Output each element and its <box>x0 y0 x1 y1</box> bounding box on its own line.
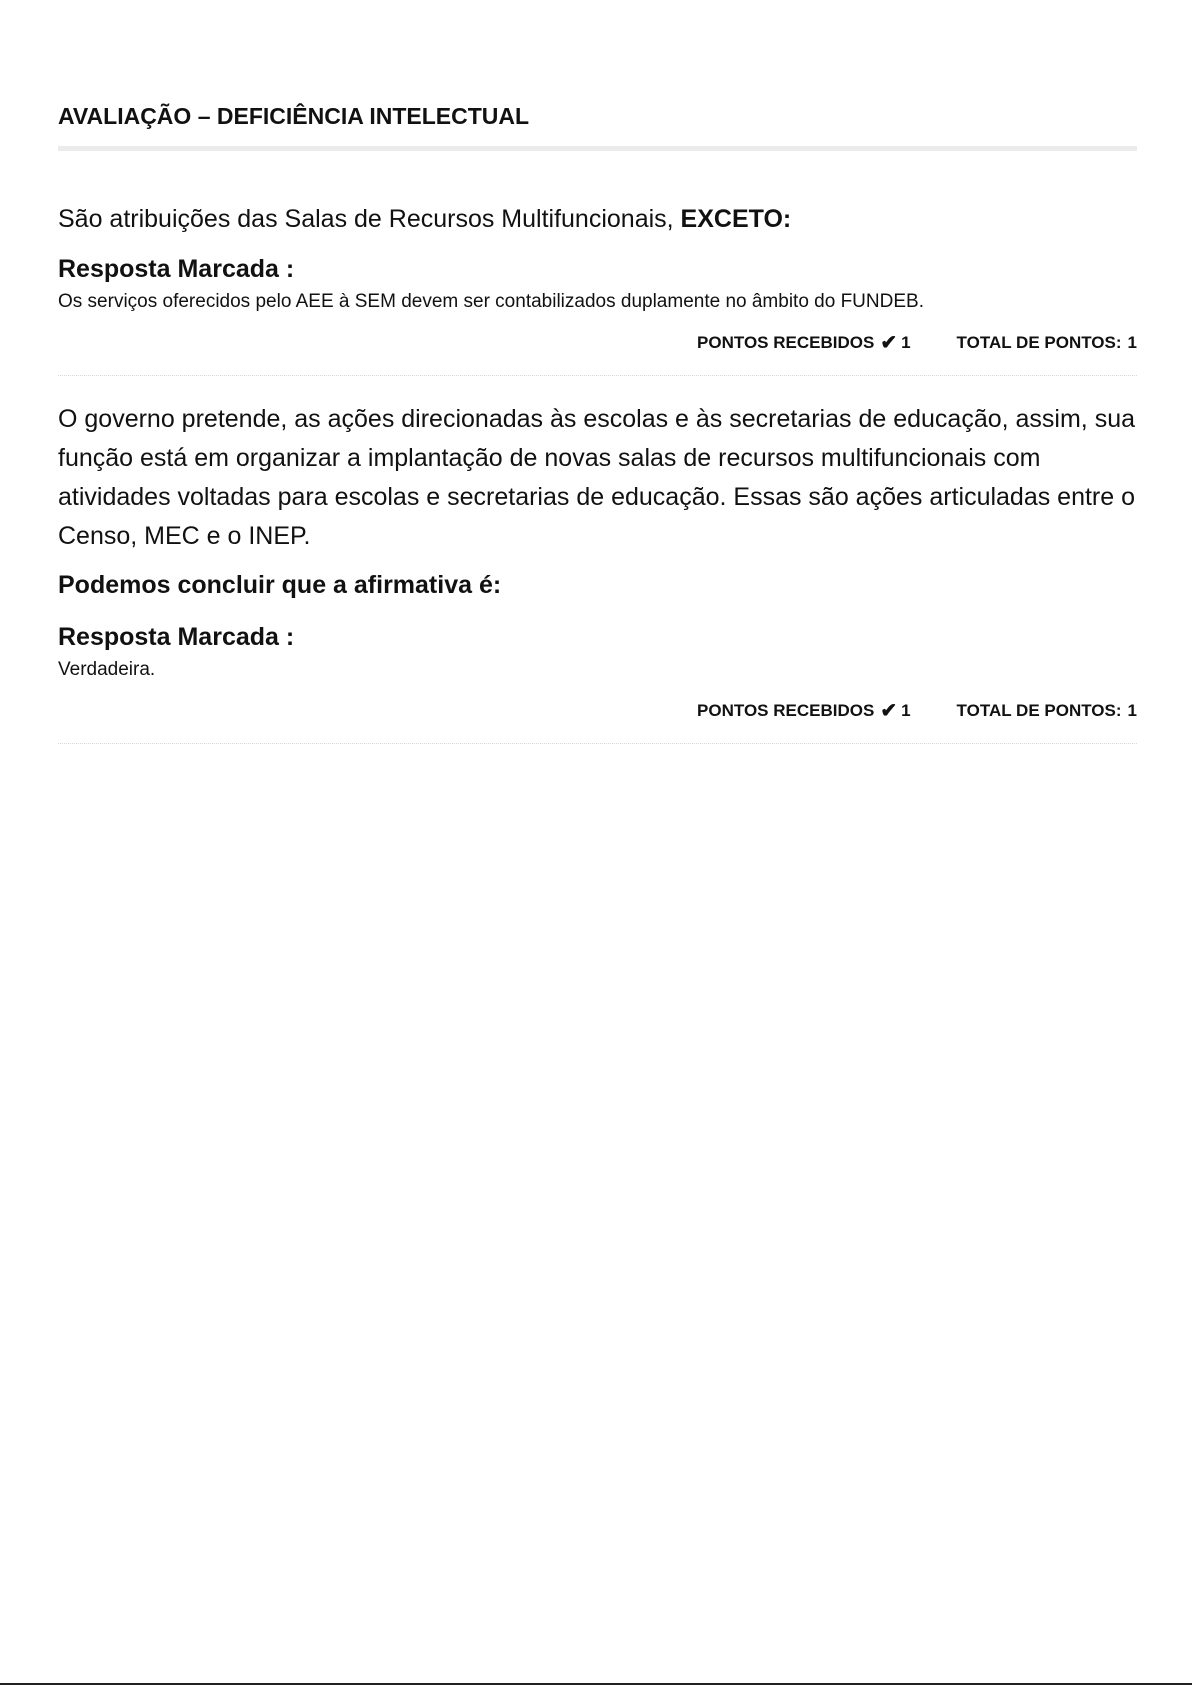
total-points-value: 1 <box>1127 701 1137 720</box>
question-text <box>58 200 1137 239</box>
score-line <box>58 331 1137 355</box>
check-icon: ✔ <box>880 700 898 722</box>
points-received-label: PONTOS RECEBIDOS <box>697 701 875 720</box>
title-divider <box>58 146 1137 151</box>
total-points <box>957 699 1137 723</box>
selected-answer: Os serviços oferecidos pelo AEE à SEM devem ser contabilizados duplamente no âmbito do FUNDEB. <box>58 291 924 312</box>
total-points-label: TOTAL DE PONTOS: <box>956 333 1122 352</box>
question-prompt: Podemos concluir que a afirmativa é: <box>58 571 502 599</box>
total-points <box>957 331 1137 355</box>
total-points-label: TOTAL DE PONTOS: <box>956 701 1122 720</box>
question-2 <box>58 400 1137 745</box>
answer-heading: Resposta Marcada : <box>58 623 295 651</box>
question-text-emphasis: EXCETO: <box>680 205 792 233</box>
question-text: O governo pretende, as ações direcionadas às escolas e às secretarias de educação, assim, sua função está em organizar a implantação de novas salas de recursos multifuncionais com atividades voltadas para escolas e secretarias de educação. Essas são ações articuladas entre o Censo, MEC e o INEP. <box>58 405 1136 550</box>
points-received <box>697 699 911 723</box>
points-received-label: PONTOS RECEBIDOS <box>697 333 875 352</box>
selected-answer: Verdadeira. <box>58 659 156 680</box>
question-divider <box>58 375 1137 377</box>
points-received <box>697 331 911 355</box>
total-points-value: 1 <box>1127 333 1137 352</box>
question-divider <box>58 743 1137 745</box>
points-received-value: 1 <box>901 701 911 720</box>
question-text-plain: São atribuições das Salas de Recursos Multifuncionais, <box>58 205 681 233</box>
question-1 <box>58 200 1137 377</box>
score-line <box>58 699 1137 723</box>
points-received-value: 1 <box>901 333 911 352</box>
check-icon: ✔ <box>880 332 898 354</box>
page-title: AVALIAÇÃO – DEFICIÊNCIA INTELECTUAL <box>58 103 530 129</box>
answer-heading: Resposta Marcada : <box>58 255 295 283</box>
